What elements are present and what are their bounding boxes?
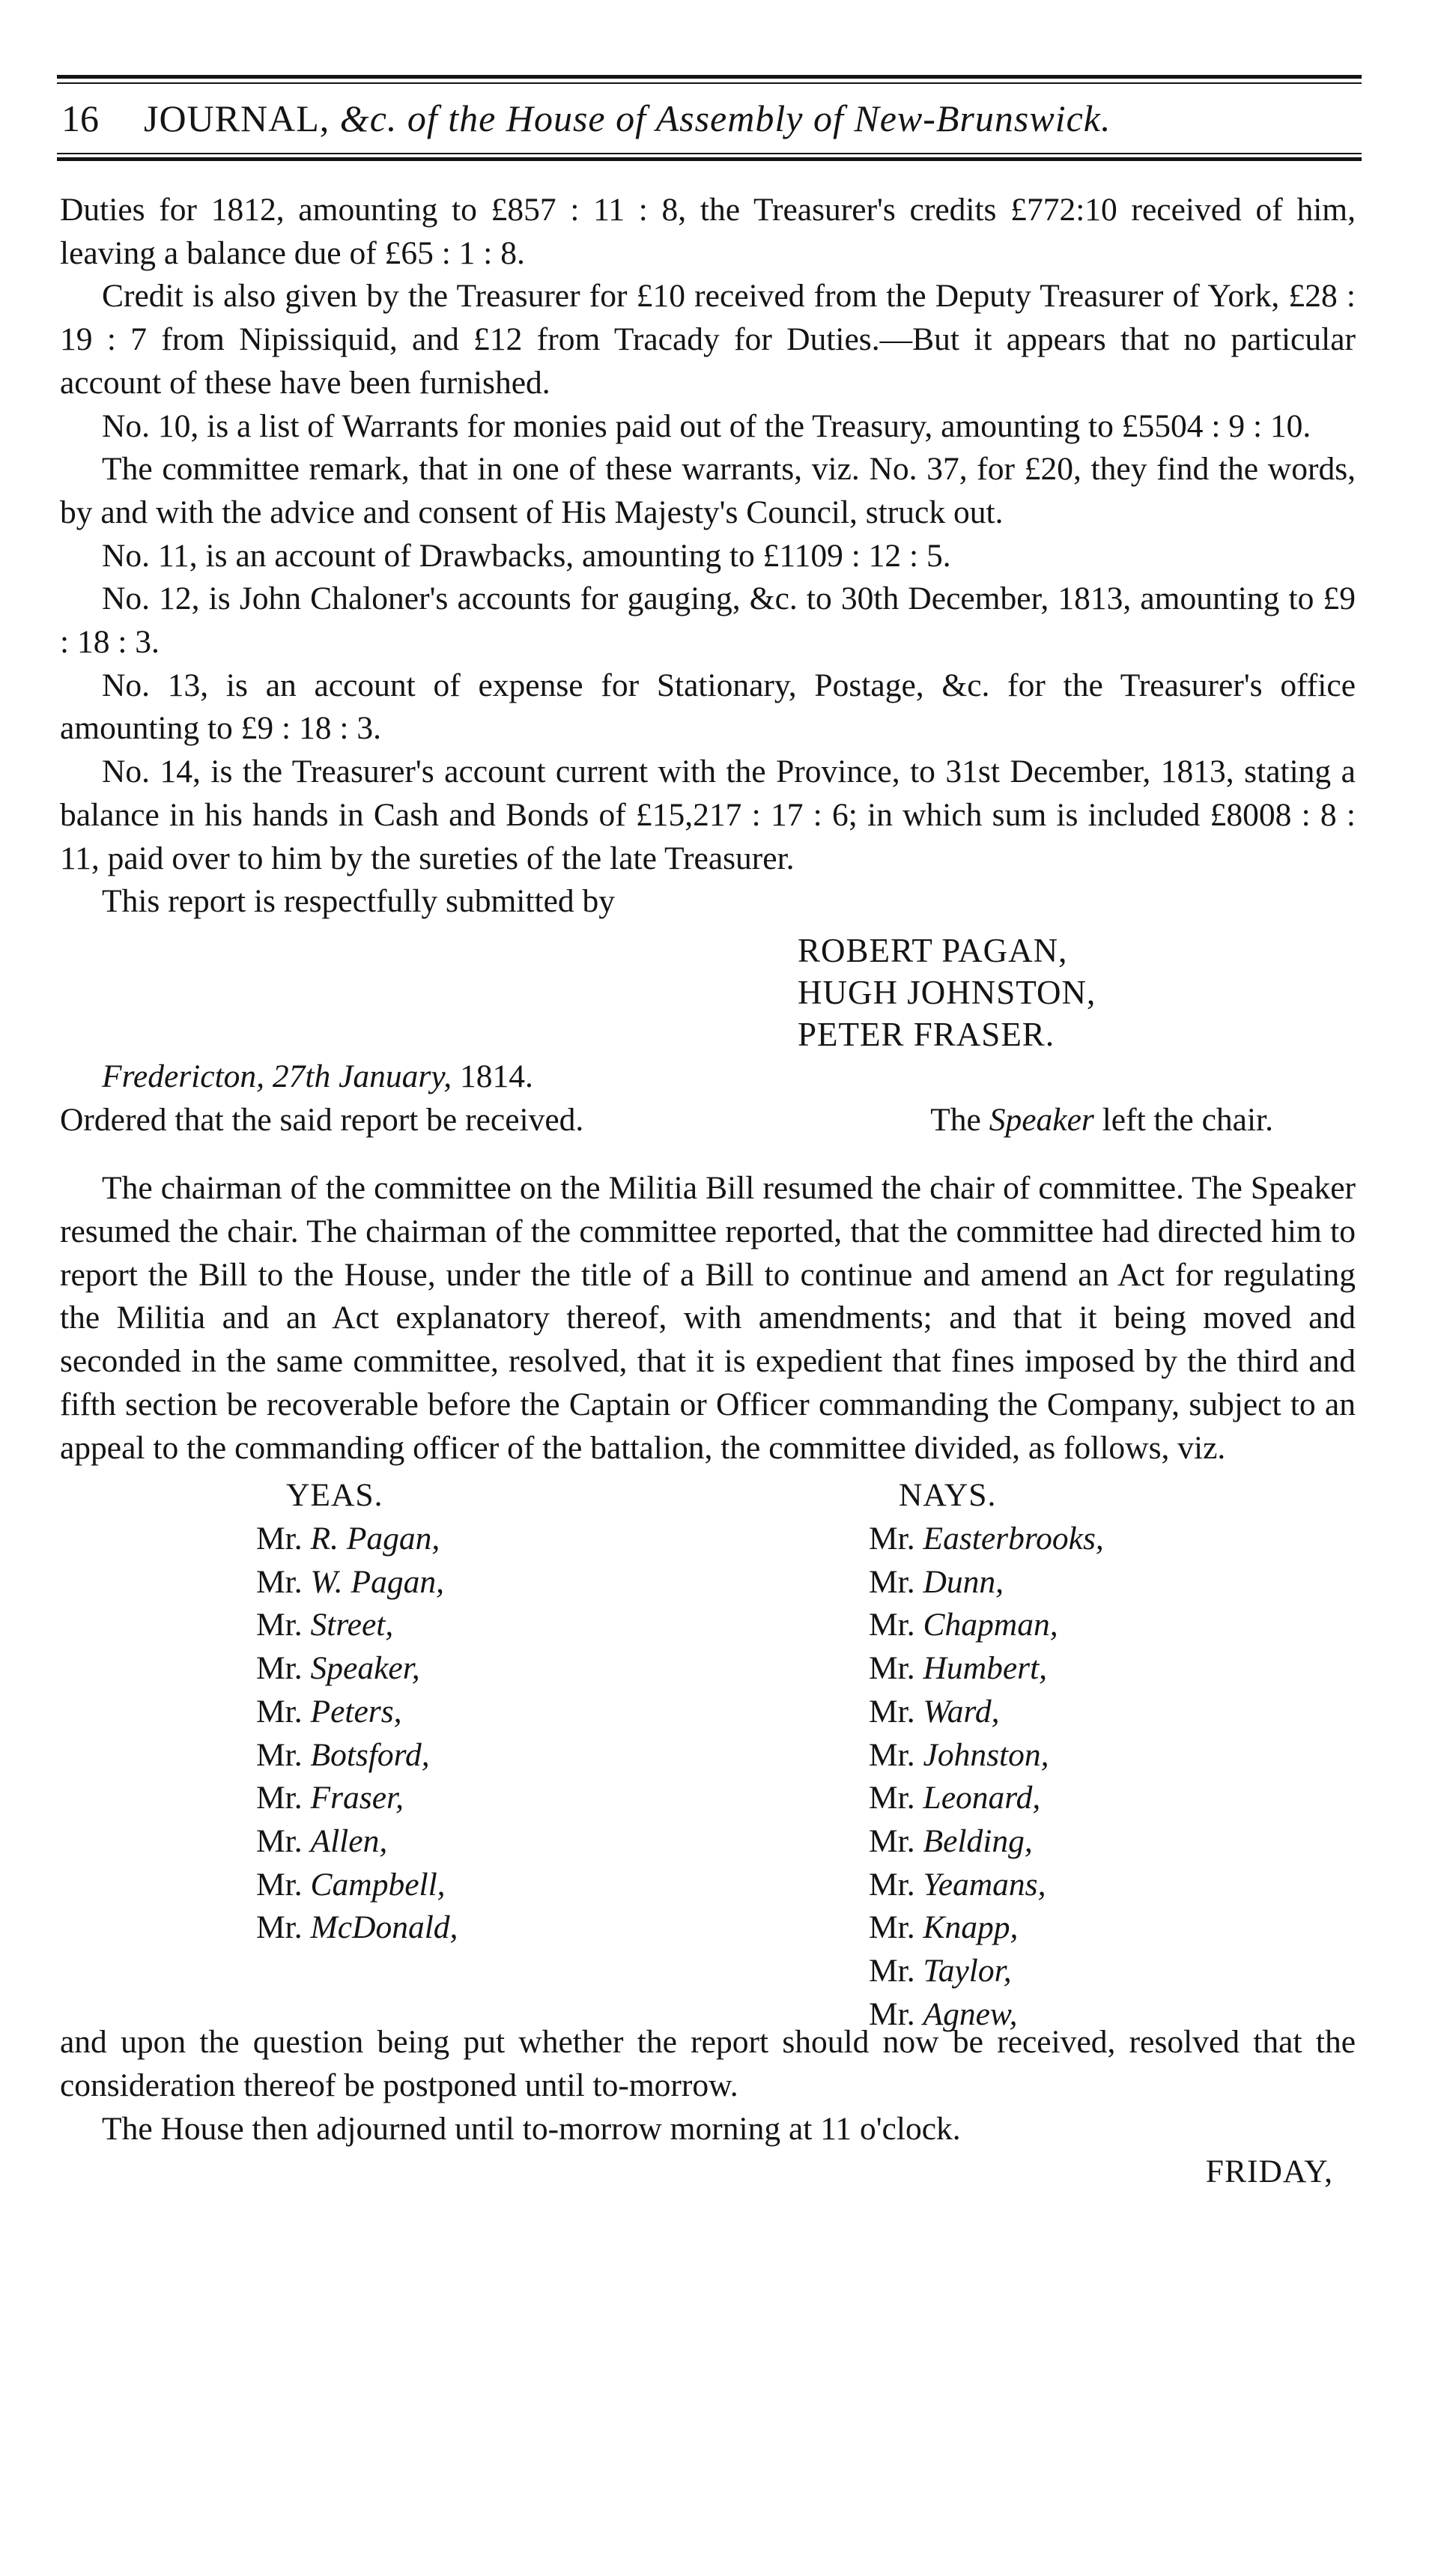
member-title: Mr. — [869, 1563, 915, 1600]
paragraph-credit: Credit is also given by the Treasurer for £10 received from the Deputy Treasurer of York, £28 : 19 : 7 from Nipissiquid, and £12 from Tracady for Duties.—But it appears that no particular account of these have been furnished. — [60, 278, 1356, 401]
member-name — [869, 1691, 1104, 1734]
member-name — [869, 1950, 1104, 1993]
member-title: Mr. — [869, 1822, 915, 1859]
paragraph-no10: No. 10, is a list of Warrants for monies paid out of the Treasury, amounting to £5504 : 9 : 10. — [102, 407, 1311, 444]
member-name — [869, 1993, 1104, 2037]
section-gap — [60, 1142, 1356, 1167]
top-rule-thin — [57, 82, 1362, 84]
member-surname: Johnston, — [923, 1736, 1049, 1773]
member-surname: Yeamans, — [923, 1866, 1046, 1903]
member-name — [869, 1604, 1104, 1647]
member-title: Mr. — [869, 1650, 915, 1687]
member-name — [869, 1647, 1104, 1691]
member-title: Mr. — [869, 1909, 915, 1946]
member-title: Mr. — [869, 1866, 915, 1903]
dateline-place: Fredericton, 27th January, — [102, 1058, 461, 1094]
member-surname: Knapp, — [923, 1909, 1019, 1946]
paragraph-no12: No. 12, is John Chaloner's accounts for gauging, &c. to 30th December, 1813, amounting to £9 : 18 : 3. — [60, 581, 1356, 661]
member-title: Mr. — [869, 1607, 915, 1643]
member-name — [869, 1734, 1104, 1778]
member-name — [256, 1561, 458, 1604]
member-title: Mr. — [869, 1736, 915, 1773]
top-rule-thick — [57, 75, 1362, 79]
member-name — [256, 1604, 458, 1647]
speaker-word: Speaker — [989, 1101, 1094, 1138]
paragraph-duties: Duties for 1812, amounting to £857 : 11 : 8, the Treasurer's credits £772:10 received of him, leaving a balance due of £65 : 1 : 8. — [60, 192, 1356, 271]
speaker-left-pre: The — [930, 1101, 989, 1138]
running-title-italic: &c. of the House of Assembly of New-Brunswick. — [339, 97, 1111, 139]
member-title: Mr. — [869, 1780, 915, 1816]
yeas-heading: YEAS. — [286, 1477, 383, 1514]
member-name — [869, 1561, 1104, 1604]
member-title: Mr. — [869, 1995, 915, 2032]
member-surname: Belding, — [923, 1822, 1033, 1859]
member-surname: Ward, — [923, 1693, 1000, 1730]
member-name — [869, 1864, 1104, 1907]
signatory-name: HUGH JOHNSTON, — [798, 973, 1096, 1011]
member-title: Mr. — [869, 1693, 915, 1730]
member-surname: McDonald, — [310, 1909, 458, 1946]
nays-names — [869, 1518, 1104, 2036]
paragraph-submitted: This report is respectfully submitted by — [102, 883, 615, 920]
member-surname: Campbell, — [310, 1866, 446, 1903]
catchword: FRIDAY, — [1205, 2154, 1333, 2190]
running-header — [57, 87, 1362, 150]
ordered-text: Ordered that the said report be received. — [60, 1101, 584, 1138]
member-surname: Allen, — [310, 1822, 388, 1859]
member-surname: Humbert, — [923, 1650, 1048, 1687]
member-surname: Speaker, — [310, 1650, 420, 1687]
member-surname: Easterbrooks, — [923, 1520, 1104, 1557]
ordered-line — [60, 1099, 1288, 1142]
paragraph-no14: No. 14, is the Treasurer's account current with the Province, to 31st December, 1813, stating a balance in his hands in Cash and Bonds of £15,217 : 17 : 6; in which sum is included £8008 : 8 : 11, paid over to him by the sureties of the late Treasurer. — [60, 754, 1356, 876]
member-name — [869, 1518, 1104, 1561]
member-title: Mr. — [256, 1520, 303, 1557]
member-surname: Dunn, — [923, 1563, 1004, 1600]
paragraph-no13: No. 13, is an account of expense for Stationary, Postage, &c. for the Treasurer's office amounting to £9 : 18 : 3. — [60, 667, 1356, 747]
member-name — [256, 1691, 458, 1734]
running-title-main: JOURNAL, — [144, 97, 340, 139]
member-surname: Street, — [310, 1607, 394, 1643]
member-name — [256, 1777, 458, 1820]
paragraph-question: and upon the question being put whether the report should now be received, resolved that the consideration thereof be postponed until to-morrow. — [60, 2024, 1356, 2103]
member-title: Mr. — [869, 1520, 915, 1557]
header-rule-thick — [57, 157, 1362, 161]
member-name — [256, 1906, 458, 1950]
dateline — [60, 1055, 1356, 1099]
paragraph-remark: The committee remark, that in one of these warrants, viz. No. 37, for £20, they find the words, by and with the advice and consent of His Majesty's Council, struck out. — [60, 451, 1356, 530]
member-title: Mr. — [256, 1650, 303, 1687]
member-title: Mr. — [256, 1780, 303, 1816]
member-surname: Leonard, — [923, 1780, 1041, 1816]
division-list — [60, 1474, 1356, 2032]
paragraph-no11: No. 11, is an account of Drawbacks, amounting to £1109 : 12 : 5. — [102, 537, 951, 574]
yeas-names — [256, 1518, 458, 1950]
signatory-name: PETER FRASER. — [798, 1015, 1055, 1053]
signatory-name: ROBERT PAGAN, — [798, 931, 1068, 969]
nays-column — [869, 1474, 1104, 2036]
dateline-year: 1814. — [460, 1058, 533, 1094]
page-number: 16 — [61, 97, 99, 139]
member-surname: R. Pagan, — [310, 1520, 440, 1557]
member-surname: Chapman, — [923, 1607, 1058, 1643]
member-title: Mr. — [256, 1563, 303, 1600]
member-title: Mr. — [256, 1822, 303, 1859]
speaker-left-text — [930, 1099, 1273, 1142]
member-name — [869, 1820, 1104, 1864]
member-name — [869, 1777, 1104, 1820]
member-name — [256, 1864, 458, 1907]
member-surname: Botsford, — [310, 1736, 430, 1773]
member-surname: Fraser, — [310, 1780, 404, 1816]
paragraph-adjourned: The House then adjourned until to-morrow morning at 11 o'clock. — [102, 2110, 961, 2147]
paragraph-militia: The chairman of the committee on the Militia Bill resumed the chair of committee. The Speaker resumed the chair. The chairman of the committee reported, that the committee had directed him to report the Bill to the House, under the title of a Bill to continue and amend an Act for regulating the Militia and an Act explanatory thereof, with amendments; and that it being moved and seconded in the same committee, resolved, that it is expedient that fines imposed by the third and fifth section be recoverable before the Captain or Officer commanding the Company, subject to an appeal to the commanding officer of the battalion, the committee divided, as follows, viz. — [60, 1170, 1356, 1466]
speaker-left-post: left the chair. — [1093, 1101, 1273, 1138]
member-title: Mr. — [256, 1866, 303, 1903]
signatories — [798, 930, 1356, 1055]
member-surname: Peters, — [310, 1693, 402, 1730]
member-surname: Taylor, — [923, 1953, 1012, 1989]
member-title: Mr. — [256, 1607, 303, 1643]
yeas-column — [256, 1474, 458, 1950]
member-title: Mr. — [869, 1953, 915, 1989]
member-name — [256, 1820, 458, 1864]
member-name — [256, 1734, 458, 1778]
member-name — [869, 1906, 1104, 1950]
member-surname: Agnew, — [923, 1995, 1018, 2032]
member-name — [256, 1647, 458, 1691]
member-title: Mr. — [256, 1693, 303, 1730]
page-body — [60, 189, 1356, 2194]
running-title — [144, 97, 1111, 140]
member-surname: W. Pagan, — [310, 1563, 444, 1600]
member-title: Mr. — [256, 1736, 303, 1773]
header-rule-thin — [57, 153, 1362, 154]
member-name — [256, 1518, 458, 1561]
member-title: Mr. — [256, 1909, 303, 1946]
nays-heading: NAYS. — [899, 1477, 997, 1514]
